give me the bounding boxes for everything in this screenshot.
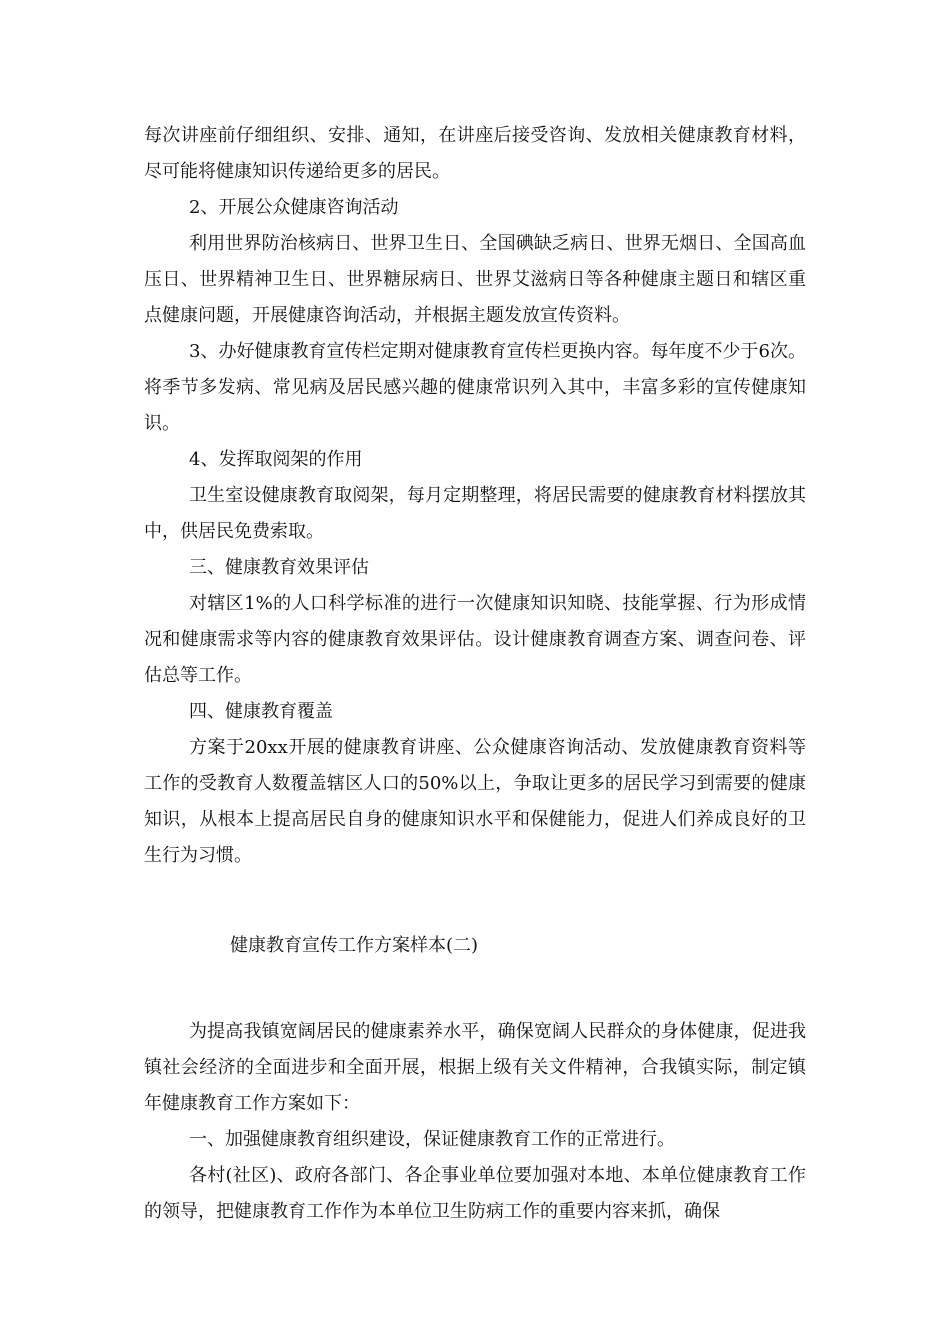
section-heading: 三、健康教育效果评估 [189, 557, 369, 578]
subheading: 4、发挥取阅架的作用 [189, 449, 363, 470]
document-title: 健康教育宣传工作方案样本(二) [230, 935, 479, 956]
subheading: 2、开展公众健康咨询活动 [189, 197, 399, 218]
paragraph: 利用世界防治核病日、世界卫生日、全国碘缺乏病日、世界无烟日、全国高血压日、世界精神卫生日、世界糖尿病日、世界艾滋病日等各种健康主题日和辖区重点健康问题，开展健康咨询活动，并根据主题发放宣传资料。 [144, 233, 806, 326]
paragraph: 各村(社区)、政府各部门、各企事业单位要加强对本地、本单位健康教育工作的领导，把健康教育工作作为本单位卫生防病工作的重要内容来抓，确保 [144, 1165, 806, 1222]
spacer [144, 874, 806, 928]
section-heading: 四、健康教育覆盖 [189, 701, 333, 722]
spacer [144, 964, 806, 1014]
section-heading: 一、加强健康教育组织建设，保证健康教育工作的正常进行。 [189, 1129, 675, 1150]
paragraph: 卫生室设健康教育取阅架，每月定期整理，将居民需要的健康教育材料摆放其中，供居民免费索取。 [144, 485, 806, 542]
document-body [144, 118, 806, 1230]
paragraph: 为提高我镇宽阔居民的健康素养水平，确保宽阔人民群众的身体健康，促进我镇社会经济的全面进步和全面开展，根据上级有关文件精神，合我镇实际，制定镇年健康教育工作方案如下： [144, 1021, 806, 1114]
paragraph: 3、办好健康教育宣传栏定期对健康教育宣传栏更换内容。每年度不少于6次。将季节多发病、常见病及居民感兴趣的健康常识列入其中，丰富多彩的宣传健康知识。 [144, 341, 806, 434]
paragraph: 对辖区1%的人口科学标准的进行一次健康知识知晓、技能掌握、行为形成情况和健康需求等内容的健康教育效果评估。设计健康教育调查方案、调查问卷、评估总等工作。 [144, 593, 806, 686]
paragraph: 方案于20xx开展的健康教育讲座、公众健康咨询活动、发放健康教育资料等工作的受教育人数覆盖辖区人口的50%以上，争取让更多的居民学习到需要的健康知识，从根本上提高居民自身的健康知识水平和保健能力，促进人们养成良好的卫生行为习惯。 [144, 737, 806, 866]
paragraph: 每次讲座前仔细组织、安排、通知，在讲座后接受咨询、发放相关健康教育材料，尽可能将健康知识传递给更多的居民。 [144, 125, 806, 182]
